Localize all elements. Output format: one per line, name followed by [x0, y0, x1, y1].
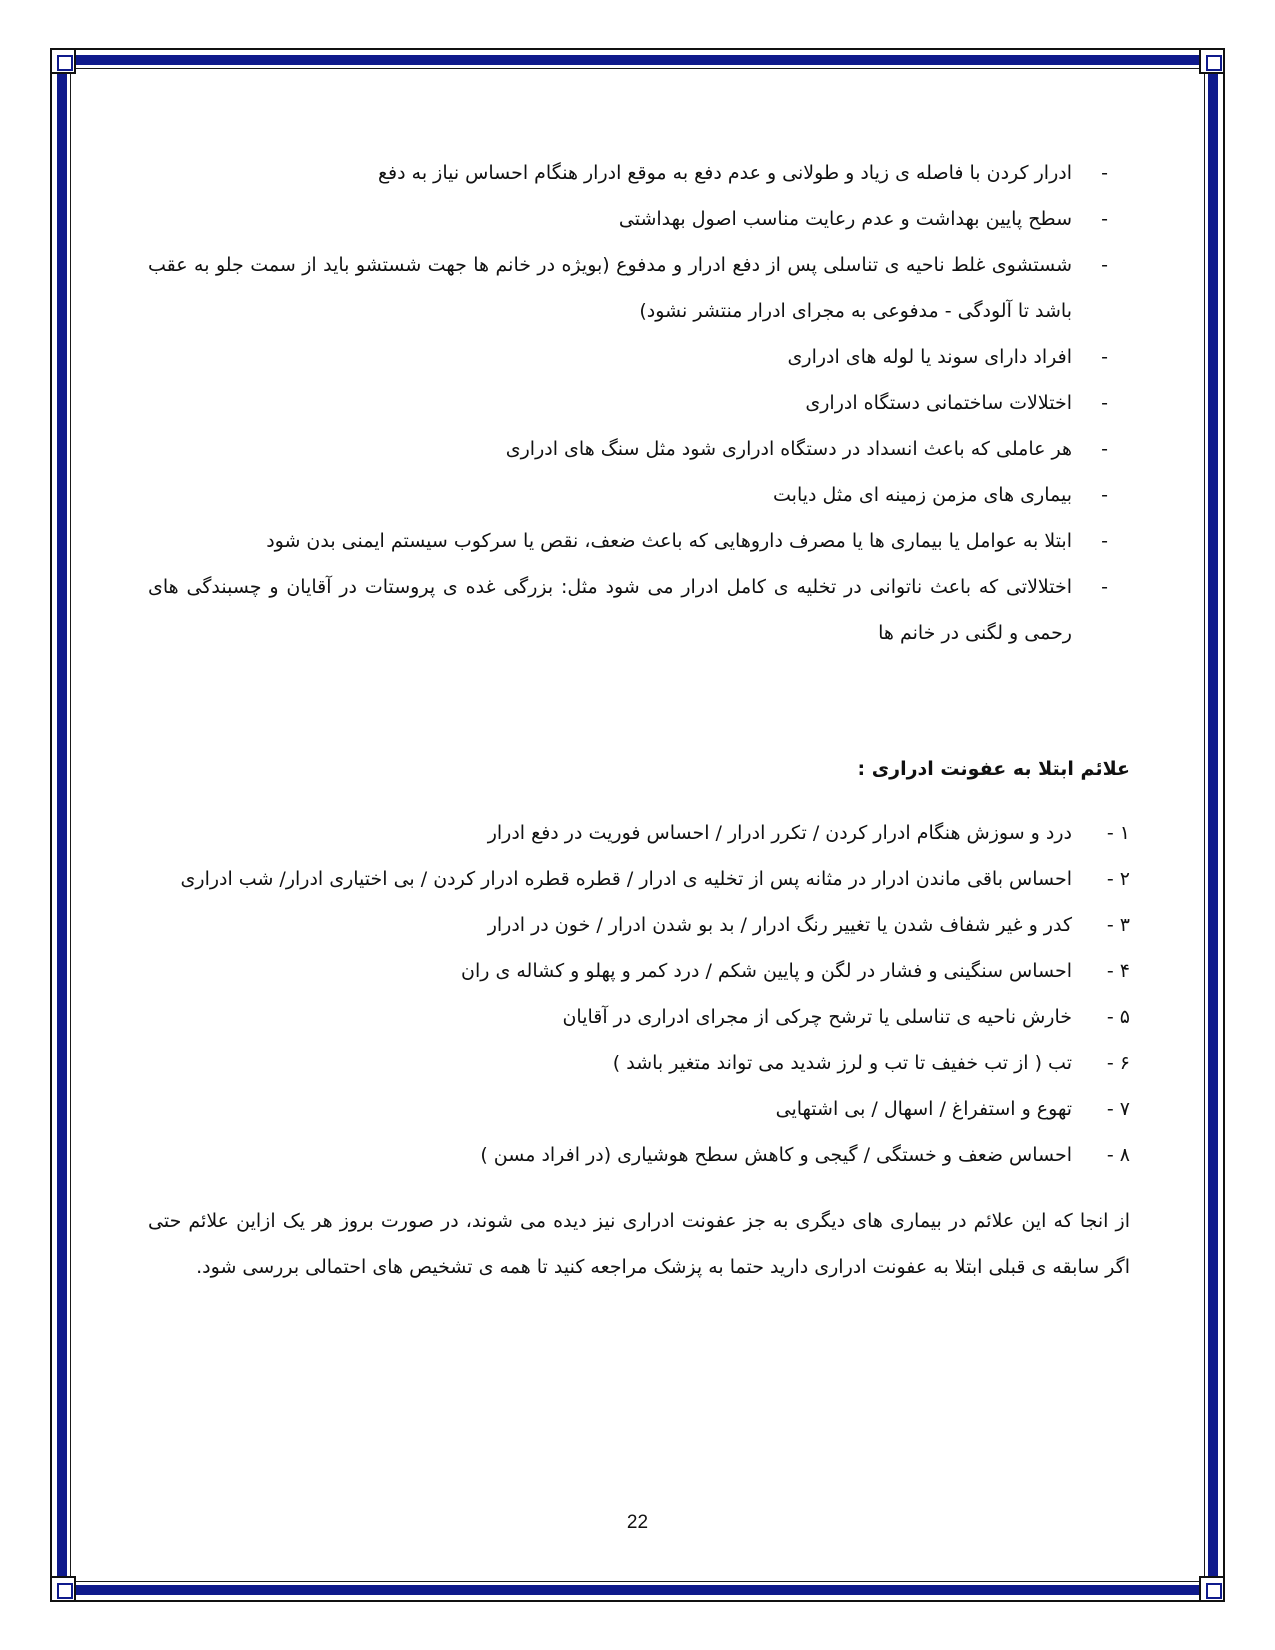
frame-corner-ornament — [1199, 1576, 1225, 1602]
frame-corner-ornament — [50, 1576, 76, 1602]
list-item: - اختلالات ساختمانی دستگاه ادراری — [148, 380, 1072, 426]
item-number: ۸ - — [1106, 1144, 1130, 1166]
closing-paragraph: از انجا که این علائم در بیماری های دیگری به جز عفونت ادراری نیز دیده می شوند، در صورت بروز هر یک ازاین علائم حتی اگر سابقه ی قبلی ابتلا به عفونت ادراری دارید حتما به پزشک مراجعه کنید تا همه ی تشخیص های احتمالی بررسی شود. — [148, 1210, 1130, 1278]
list-item: - ابتلا به عوامل یا بیماری ها یا مصرف داروهایی که باعث ضعف، نقص یا سرکوب سیستم ایمنی بدن شود — [148, 518, 1072, 564]
list-item — [148, 902, 1130, 948]
list-item — [148, 1040, 1130, 1086]
item-number: ۴ - — [1106, 960, 1130, 982]
list-item — [148, 1132, 1130, 1178]
item-text: تب ( از تب خفیف تا تب و لرز شدید می تواند متغیر باشد ) — [612, 1052, 1072, 1074]
list-item: - شستشوی غلط ناحیه ی تناسلی پس از دفع ادرار و مدفوع (بویژه در خانم ها جهت شستشو باید از سمت جلو به عقب باشد تا آلودگی - مدفوعی به مجرای ادرار منتشر نشود) — [148, 242, 1072, 334]
list-item — [148, 856, 1130, 902]
list-item: - هر عاملی که باعث انسداد در دستگاه ادراری شود مثل سنگ های ادراری — [148, 426, 1072, 472]
list-item: - ادرار کردن با فاصله ی زیاد و طولانی و عدم دفع به موقع ادرار هنگام احساس نیاز به دفع — [148, 150, 1072, 196]
item-text: درد و سوزش هنگام ادرار کردن / تکرر ادرار / احساس فوریت در دفع ادرار — [487, 822, 1072, 844]
item-text: احساس ضعف و خستگی / گیجی و کاهش سطح هوشیاری (در افراد مسن ) — [480, 1144, 1072, 1166]
causes-list — [148, 150, 1130, 656]
page-number: 22 — [626, 1512, 649, 1533]
frame-corner-ornament — [50, 48, 76, 74]
item-number: ۳ - — [1106, 914, 1130, 936]
item-text: تهوع و استفراغ / اسهال / بی اشتهایی — [775, 1098, 1072, 1120]
item-number: ۱ - — [1106, 822, 1130, 844]
item-number: ۲ - — [1106, 868, 1130, 890]
item-number: ۶ - — [1106, 1052, 1130, 1074]
list-item — [148, 994, 1130, 1040]
item-text: احساس سنگینی و فشار در لگن و پایین شکم / درد کمر و پهلو و کشاله ی ران — [461, 960, 1072, 982]
item-text: خارش ناحیه ی تناسلی یا ترشح چرکی از مجرای ادراری در آقایان — [562, 1006, 1072, 1028]
list-item: - اختلالاتی که باعث ناتوانی در تخلیه ی کامل ادرار می شود مثل: بزرگی غده ی پروستات در آقایان و چسبندگی های رحمی و لگنی در خانم ها — [148, 564, 1072, 656]
item-text: کدر و غیر شفاف شدن یا تغییر رنگ ادرار / بد بو شدن ادرار / خون در ادرار — [487, 914, 1072, 936]
list-item — [148, 1086, 1130, 1132]
item-text: احساس باقی ماندن ادرار در مثانه پس از تخلیه ی ادرار / قطره قطره ادرار کردن / بی اختیاری ادرار/ شب ادراری — [180, 868, 1072, 890]
page-content — [148, 150, 1130, 1290]
item-number: ۷ - — [1106, 1098, 1130, 1120]
list-item: - افراد دارای سوند یا لوله های ادراری — [148, 334, 1072, 380]
list-item: - سطح پایین بهداشت و عدم رعایت مناسب اصول بهداشتی — [148, 196, 1072, 242]
symptoms-heading: علائم ابتلا به عفونت ادراری : — [857, 758, 1130, 780]
list-item — [148, 810, 1130, 856]
list-item: - بیماری های مزمن زمینه ای مثل دیابت — [148, 472, 1072, 518]
list-item — [148, 948, 1130, 994]
symptoms-list — [148, 810, 1130, 1178]
frame-corner-ornament — [1199, 48, 1225, 74]
item-number: ۵ - — [1106, 1006, 1130, 1028]
